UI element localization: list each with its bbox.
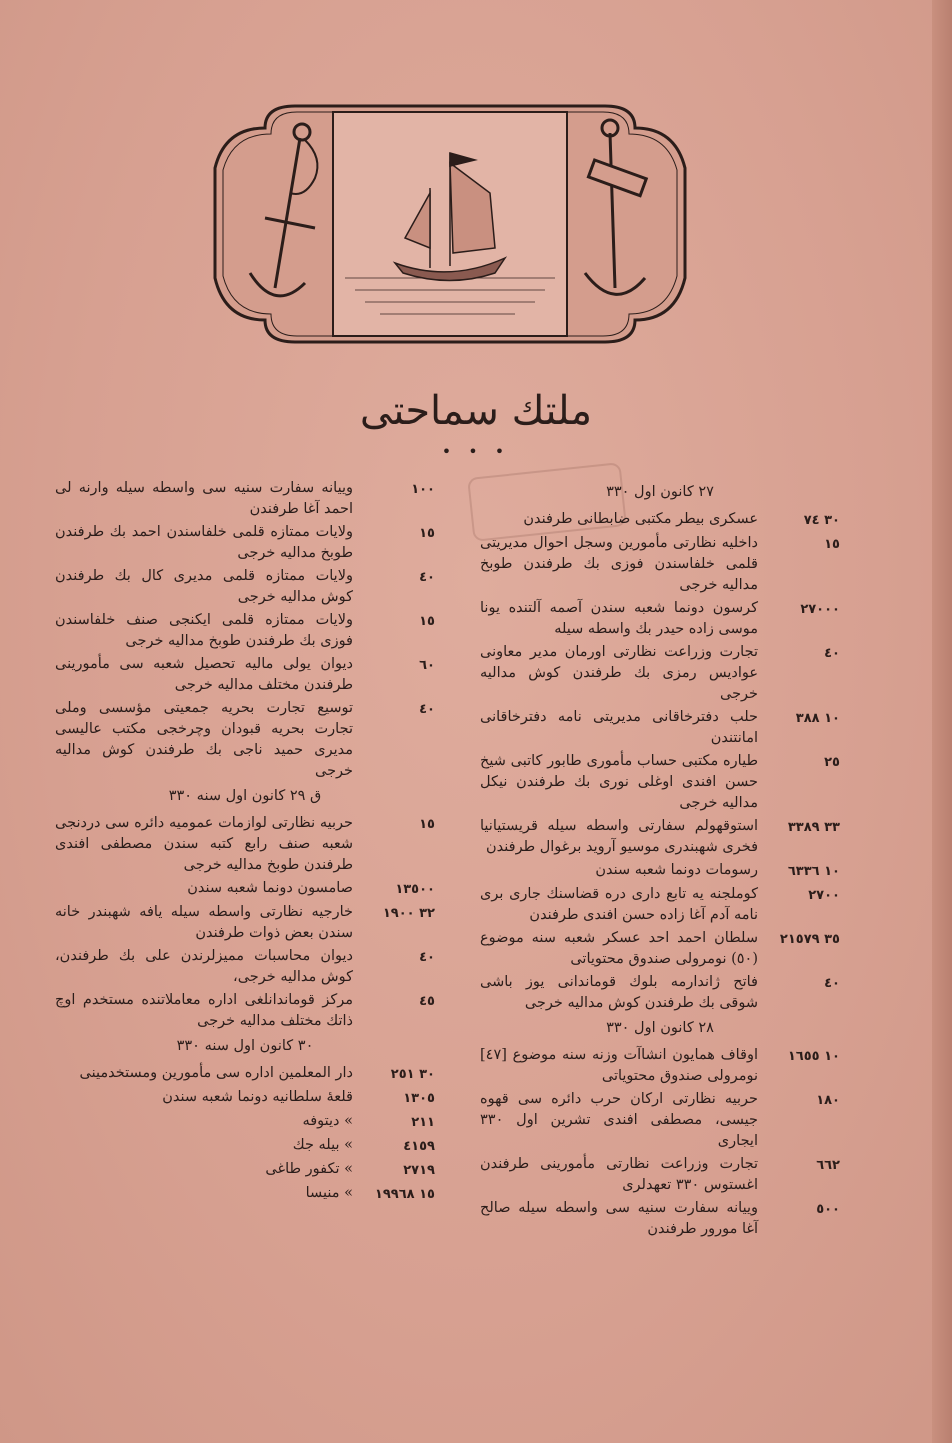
donation-entry (55, 1111, 435, 1133)
donor-description: عسكرى بيطر مكتبى ضابطانى طرفندن (523, 511, 758, 527)
donation-amount: ٤١٥٩ (403, 1139, 435, 1154)
donor-description: ولايات ممتازه قلمى ايكنجى صنف خلفاسندن فوزى بك طرفندن طوبخ مداليه خرجى (55, 612, 353, 649)
donation-amount: ٢١١ (411, 1115, 435, 1130)
right-column (480, 478, 840, 1242)
donation-amount: ١٥ (419, 614, 435, 629)
donation-entry (480, 1045, 840, 1087)
donation-amount: ٣٢ ١٩٠٠ (382, 906, 435, 921)
donation-entry (480, 928, 840, 970)
donor-description: طياره مكتبى حساب مأمورى طابور كاتبى شيخ حسن افندى اوغلى نورى بك طرفندن نيكل مداليه خرجى (480, 753, 758, 811)
donation-entry (55, 1159, 435, 1181)
donation-amount: ١٥ (419, 526, 435, 541)
donor-description: كرسون دونما شعبه سندن آصمه آلتنده يونا موسى زاده حيدر بك واسطه سيله (480, 600, 758, 637)
header-engraving (205, 98, 695, 350)
donation-amount: ٢٧٠٠ (808, 888, 840, 903)
date-heading: ق ٢٩ كانون اول سنه ٣٣٠ (168, 788, 322, 804)
donation-amount: ١٣٥٠٠ (395, 882, 435, 897)
donor-description: ولايات ممتازه قلمى خلفاسندن احمد بك طرفندن طوبخ مداليه خرجى (55, 524, 353, 561)
donation-entry (55, 813, 435, 876)
donation-amount: ١٣٠٥ (403, 1091, 435, 1106)
donor-description: استوقهولم سفارتى واسطه سيله قريستيانيا فخرى شهبندرى موسيو آرويد برغوال طرفندن (480, 818, 758, 855)
donor-description: قلعهٔ سلطانيه دونما شعبه سندن (162, 1089, 353, 1105)
donation-entry (55, 522, 435, 564)
left-column (55, 478, 435, 1207)
donation-amount: ٦٦٢ (816, 1158, 840, 1173)
donor-description: حربيه نظارتى لوازمات عموميه دائره سى دردنجى شعبه صنف رابع كتبه سندن مصطفى افندى طرفندن طوبخ مداليه خرجى (55, 815, 353, 873)
donation-entry (55, 1087, 435, 1109)
donor-description: حلب دفترخاقانى مديريتى نامه دفترخاقانى امانتندن (480, 709, 758, 746)
donation-amount: ٤٥ (419, 994, 435, 1009)
donation-amount: ٢٧١٩ (403, 1163, 435, 1178)
donation-entry (55, 1183, 435, 1205)
donor-description: صامسون دونما شعبه سندن (187, 880, 353, 896)
donation-entry (480, 598, 840, 640)
donation-amount: ١٨٠ (816, 1093, 840, 1108)
donation-entry (480, 533, 840, 596)
donor-description: سلطان احمد احد عسكر شعبه سنه موضوع (٥٠) نومرولى صندوق محتوياتى (480, 930, 758, 967)
donation-amount: ٤٠ (419, 570, 435, 585)
donation-entry (480, 860, 840, 882)
donor-description: » ديتوفه (302, 1113, 353, 1129)
donor-description: مركز قوماندانلغى اداره معاملاتنده مستخدم اوچ ذاتك مختلف مداليه خرجى (55, 992, 353, 1029)
donation-amount: ١٥ (824, 537, 840, 552)
donation-amount: ١٠ ١٦٥٥ (787, 1049, 840, 1064)
date-heading: ٢٧ كانون اول ٣٣٠ (606, 484, 714, 500)
donation-amount: ١٠٠ (411, 482, 435, 497)
donation-amount: ١٥ (419, 817, 435, 832)
donation-entry (55, 478, 435, 520)
donation-amount: ٣٥ ٢١٥٧٩ (779, 932, 840, 947)
donor-description: ديوان يولى ماليه تحصيل شعبه سى مأمورينى طرفندن مختلف مداليه خرجى (55, 656, 353, 693)
donation-amount: ١٠ ٣٨٨ (795, 711, 840, 726)
donation-amount: ٢٧٠٠٠ (800, 602, 840, 617)
date-heading: ٢٨ كانون اول ٣٣٠ (606, 1020, 714, 1036)
donation-entry (480, 509, 840, 531)
donation-entry (55, 1135, 435, 1157)
donor-description: تجارت وزراعت نظارتى مأمورينى طرفندن اغستوس ٣٣٠ تعهدلرى (480, 1156, 758, 1193)
donation-entry (55, 990, 435, 1032)
ornament-stars: • • • (441, 442, 511, 461)
donation-amount: ٢٥ (824, 755, 840, 770)
donation-entry (55, 654, 435, 696)
donor-description: وييانه سفارت سنيه سى واسطه سيله وارنه لى احمد آغا طرفندن (55, 480, 353, 517)
donation-amount: ١٠ ٦٣٣٦ (787, 864, 840, 879)
donor-description: » تكفور طاغى (265, 1161, 353, 1177)
donor-description: داخليه نظارتى مأمورين وسجل احوال مديريتى قلمى خلفاسندن فوزى بك طرفندن طوبخ مداليه خرجى (480, 535, 758, 593)
donor-description: رسومات دونما شعبه سندن (595, 862, 758, 878)
donation-amount: ٣٠ ٢٥١ (390, 1067, 435, 1082)
donation-amount: ٦٠ (419, 658, 435, 673)
donation-entry (55, 610, 435, 652)
donation-entry (480, 1089, 840, 1152)
donor-description: » بيله جك (292, 1137, 353, 1153)
donor-description: حربيه نظارتى اركان حرب دائره سى قهوه جيسى، مصطفى افندى تشرين اول ٣٣٠ ايجارى (480, 1091, 758, 1149)
date-heading: ٣٠ كانون اول سنه ٣٣٠ (176, 1038, 314, 1054)
donation-amount: ٥٠٠ (816, 1202, 840, 1217)
donor-description: كوملجنه يه تابع دارى دره قضاسنك جارى برى نامه آدم آغا زاده حسن افندى طرفندن (480, 886, 758, 923)
donor-description: وييانه سفارت سنيه سى واسطه سيله صالح آغا مورور طرفندن (480, 1200, 758, 1237)
donation-entry (480, 1198, 840, 1240)
donor-description: اوقاف همايون انشاآت وزنه سنه موضوع [٤٧] نومرولى صندوق محتوياتى (480, 1047, 758, 1084)
donor-description: ديوان محاسبات مميزلرندن على بك طرفندن، كوش مداليه خرجى، (55, 948, 353, 985)
donation-entry (55, 946, 435, 988)
donor-description: خارجيه نظارتى واسطه سيله يافه شهبندر خانه سندن بعض ذوات طرفندن (55, 904, 353, 941)
donation-entry (480, 884, 840, 926)
donor-description: ولايات ممتازه قلمى مديرى كال بك طرفندن كوش مداليه خرجى (55, 568, 353, 605)
donation-entry (55, 566, 435, 608)
donor-description: توسيع تجارت بحريه جمعيتى مؤسسى وملى تجارت بحريه قبودان وچرخجى مكتب عاليسى مديرى حميد ناجى بك طرفندن كوش مداليه خرجى (55, 700, 353, 779)
donation-entry (480, 707, 840, 749)
donation-entry (480, 972, 840, 1014)
donation-amount: ٤٠ (824, 976, 840, 991)
page-title: ملتك سماحتى (359, 388, 593, 434)
donation-entry (480, 816, 840, 858)
donor-description: فاتح ژاندارمه بلوك قوماندانى يوز باشى شوقى بك طرفندن كوش مداليه خرجى (480, 974, 758, 1011)
donation-entry (480, 751, 840, 814)
donation-amount: ٤٠ (419, 702, 435, 717)
donation-entry (55, 698, 435, 782)
donor-description: » منيسا (305, 1185, 353, 1201)
donor-description: دار المعلمين اداره سى مأمورين ومستخدمينى (79, 1065, 353, 1081)
donation-entry (55, 1063, 435, 1085)
donation-amount: ٤٠ (824, 646, 840, 661)
donation-entry (480, 1154, 840, 1196)
donation-amount: ٣٣ ٣٣٨٩ (787, 820, 840, 835)
donation-entry (55, 878, 435, 900)
donation-amount: ٤٠ (419, 950, 435, 965)
page-fold-edge (932, 0, 952, 1443)
donation-entry (480, 642, 840, 705)
donation-amount: ١٥ ١٩٩٦٨ (374, 1187, 435, 1202)
donation-amount: ٣٠ ٧٤ (803, 513, 840, 528)
donor-description: تجارت وزراعت نظارتى اورمان مدير معاونى عواديس رمزى بك طرفندن كوش مداليه خرجى (480, 644, 758, 702)
donation-entry (55, 902, 435, 944)
